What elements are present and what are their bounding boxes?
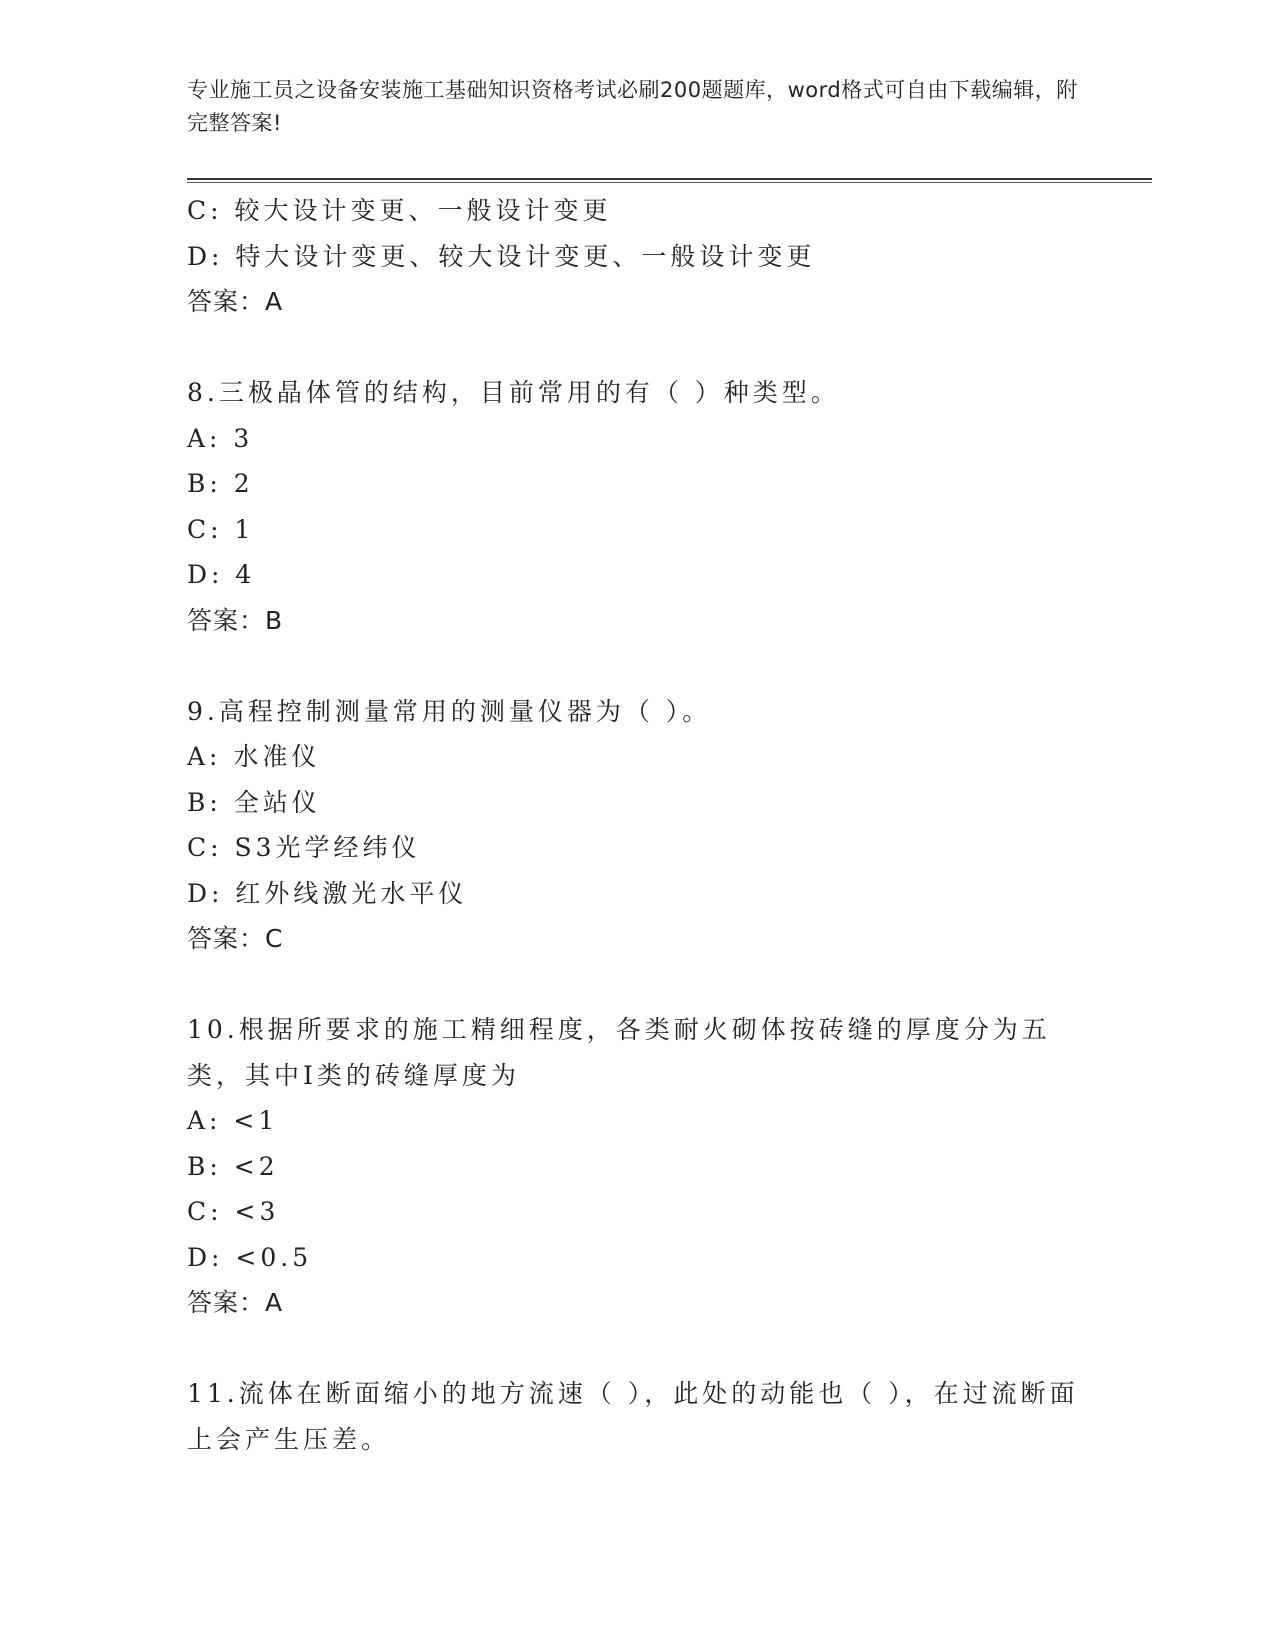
question-block xyxy=(187,689,1087,962)
header-divider-thin xyxy=(187,182,1152,183)
option-d: D: <0.5 xyxy=(187,1242,313,1272)
option-c: C: 较大设计变更、一般设计变更 xyxy=(187,196,612,225)
answer-line: 答案：C xyxy=(187,924,284,953)
option-d: D: 特大设计变更、较大设计变更、一般设计变更 xyxy=(187,241,816,271)
question-block xyxy=(187,1371,1087,1462)
question-block xyxy=(187,188,1087,325)
option-a: A: <1 xyxy=(187,1106,279,1135)
header-divider xyxy=(187,178,1152,180)
answer-line: 答案：B xyxy=(187,605,284,635)
question-text: 10.根据所要求的施工精细程度，各类耐火砌体按砖缝的厚度分为五类，其中I类的砖缝厚度为 xyxy=(187,1015,1051,1090)
spacer xyxy=(187,643,1087,689)
spacer xyxy=(187,1326,1087,1372)
option-d: D: 红外线激光水平仪 xyxy=(187,878,468,908)
option-b: B: 全站仪 xyxy=(187,787,321,817)
option-b: B: 2 xyxy=(187,469,254,498)
option-c: C: <3 xyxy=(187,1197,280,1226)
option-c: C: 1 xyxy=(187,514,255,544)
option-a: A: 水准仪 xyxy=(187,742,321,771)
question-list xyxy=(187,188,1087,1462)
question-text: 11.流体在断面缩小的地方流速（ ），此处的动能也（ ），在过流断面上会产生压差。 xyxy=(187,1379,1079,1454)
question-block xyxy=(187,1007,1087,1326)
question-text: 9.高程控制测量常用的测量仪器为（ ）。 xyxy=(187,696,712,726)
spacer xyxy=(187,325,1087,371)
question-text: 8.三极晶体管的结构，目前常用的有（ ）种类型。 xyxy=(187,378,840,407)
answer-line: 答案：A xyxy=(187,1288,284,1317)
option-c: C: S3光学经纬仪 xyxy=(187,833,421,862)
spacer xyxy=(187,962,1087,1008)
question-block xyxy=(187,370,1087,643)
answer-line: 答案：A xyxy=(187,287,284,316)
option-d: D: 4 xyxy=(187,560,256,589)
document-header: 专业施工员之设备安装施工基础知识资格考试必刷200题题库，word格式可自由下载编辑，附完整答案! xyxy=(187,78,1078,135)
option-a: A: 3 xyxy=(187,423,254,453)
option-b: B: <2 xyxy=(187,1151,279,1181)
